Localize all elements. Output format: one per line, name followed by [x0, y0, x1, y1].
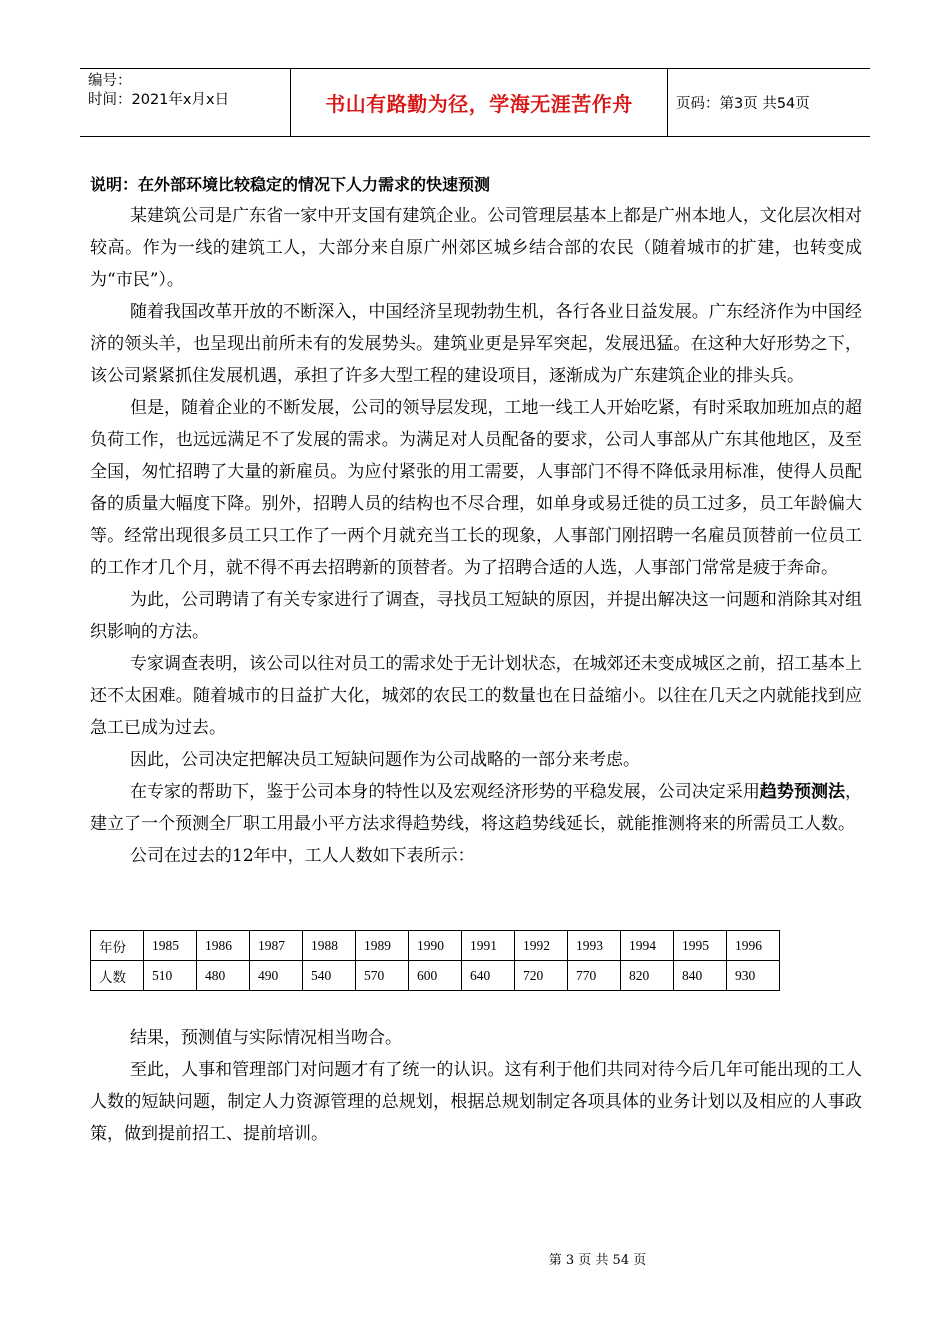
table-cell-count: 840 — [674, 961, 727, 991]
table-cell-year: 1989 — [356, 931, 409, 961]
table-cell-count: 640 — [462, 961, 515, 991]
document-number: 编号： — [88, 73, 132, 89]
table-cell-count: 510 — [144, 961, 197, 991]
header-slogan: 书山有路勤为径，学海无涯苦作舟 — [325, 92, 633, 116]
footer-page-number: 第 3 页 共 54 页 — [548, 1253, 647, 1268]
trend-text-after: ，建立了一个预测全厂职工用最小平方法求得趋势线，将这趋势线延长，就能推测将来的所需员工人数。 — [90, 782, 863, 834]
header-page-cell — [668, 69, 870, 136]
header-page-number: 页码：第3页 共54页 — [676, 96, 810, 112]
table-row-years — [91, 931, 780, 961]
paragraph-result: 结果，预测值与实际情况相当吻合。 — [130, 1028, 402, 1048]
paragraph-conclusion: 至此，人事和管理部门对问题才有了统一的认识。这有利于他们共同对待今后几年可能出现的工人人数的短缺问题，制定人力资源管理的总规划，根据总规划制定各项具体的业务计划以及相应的人事政策，做到提前招工、提前培训。 — [90, 1060, 862, 1144]
table-cell-count: 570 — [356, 961, 409, 991]
table-cell-year: 1987 — [250, 931, 303, 961]
paragraph-2: 随着我国改革开放的不断深入，中国经济呈现勃勃生机，各行各业日益发展。广东经济作为中国经济的领头羊，也呈现出前所未有的发展势头。建筑业更是异军突起，发展迅猛。在这种大好形势之下，该公司紧紧抓住发展机遇，承担了许多大型工程的建设项目，逐渐成为广东建筑企业的排头兵。 — [90, 302, 862, 386]
header-slogan-cell — [290, 69, 668, 136]
table-cell-year: 1986 — [197, 931, 250, 961]
table-cell-year: 1993 — [568, 931, 621, 961]
table-cell-year: 1994 — [621, 931, 674, 961]
table-cell-count: 720 — [515, 961, 568, 991]
section-heading: 说明：在外部环境比较稳定的情况下人力需求的快速预测 — [90, 175, 491, 194]
closing-section — [90, 1022, 862, 1150]
table-cell-count: 930 — [727, 961, 780, 991]
table-cell-count: 480 — [197, 961, 250, 991]
document-time: 时间：2021年x月x日 — [88, 92, 230, 108]
table-header-count: 人数 — [91, 961, 144, 991]
paragraph-1: 某建筑公司是广东省一家中开支国有建筑企业。公司管理层基本上都是广州本地人，文化层次相对较高。作为一线的建筑工人，大部分来自原广州郊区城乡结合部的农民（随着城市的扩建，也转变成为“市民”）。 — [90, 206, 862, 290]
workers-table — [90, 930, 780, 991]
paragraph-6: 因此，公司决定把解决员工短缺问题作为公司战略的一部分来考虑。 — [130, 750, 640, 770]
trend-text-before: 在专家的帮助下，鉴于公司本身的特性以及宏观经济形势的平稳发展，公司决定采用 — [130, 782, 760, 802]
table-cell-count: 540 — [303, 961, 356, 991]
table-cell-year: 1990 — [409, 931, 462, 961]
table-header-year: 年份 — [91, 931, 144, 961]
table-row-counts — [91, 961, 780, 991]
table-cell-year: 1988 — [303, 931, 356, 961]
page-footer — [0, 1249, 950, 1268]
trend-method-bold: 趋势预测法 — [759, 782, 846, 802]
table-cell-count: 770 — [568, 961, 621, 991]
table-cell-count: 820 — [621, 961, 674, 991]
table-cell-count: 600 — [409, 961, 462, 991]
table-cell-year: 1995 — [674, 931, 727, 961]
table-cell-year: 1991 — [462, 931, 515, 961]
table-cell-year: 1992 — [515, 931, 568, 961]
paragraph-trend — [90, 776, 862, 840]
paragraph-3: 但是，随着企业的不断发展，公司的领导层发现，工地一线工人开始吃紧，有时采取加班加点的超负荷工作，也远远满足不了发展的需求。为满足对人员配备的要求，公司人事部从广东其他地区，及至全国，匆忙招聘了大量的新雇员。为应付紧张的用工需要，人事部门不得不降低录用标准，使得人员配备的质量大幅度下降。别外，招聘人员的结构也不尽合理，如单身或易迁徙的员工过多，员工年龄偏大等。经常出现很多员工只工作了一两个月就充当工长的现象，人事部门刚招聘一名雇员顶替前一位员工的工作才几个月，就不得不再去招聘新的顶替者。为了招聘合适的人选，人事部门常常是疲于奔命。 — [90, 398, 862, 578]
table-intro: 公司在过去的12年中，工人人数如下表所示： — [130, 846, 475, 866]
paragraph-5: 专家调查表明，该公司以往对员工的需求处于无计划状态，在城郊还未变成城区之前，招工基本上还不太困难。随着城市的日益扩大化，城郊的农民工的数量也在日益缩小。以往在几天之内就能找到应急工已成为过去。 — [90, 654, 862, 738]
paragraph-4: 为此，公司聘请了有关专家进行了调查，寻找员工短缺的原因，并提出解决这一问题和消除其对组织影响的方法。 — [90, 590, 862, 642]
page-header — [80, 68, 870, 137]
table-cell-year: 1996 — [727, 931, 780, 961]
document-body — [90, 172, 862, 872]
table-cell-count: 490 — [250, 961, 303, 991]
table-cell-year: 1985 — [144, 931, 197, 961]
header-meta — [80, 69, 290, 136]
